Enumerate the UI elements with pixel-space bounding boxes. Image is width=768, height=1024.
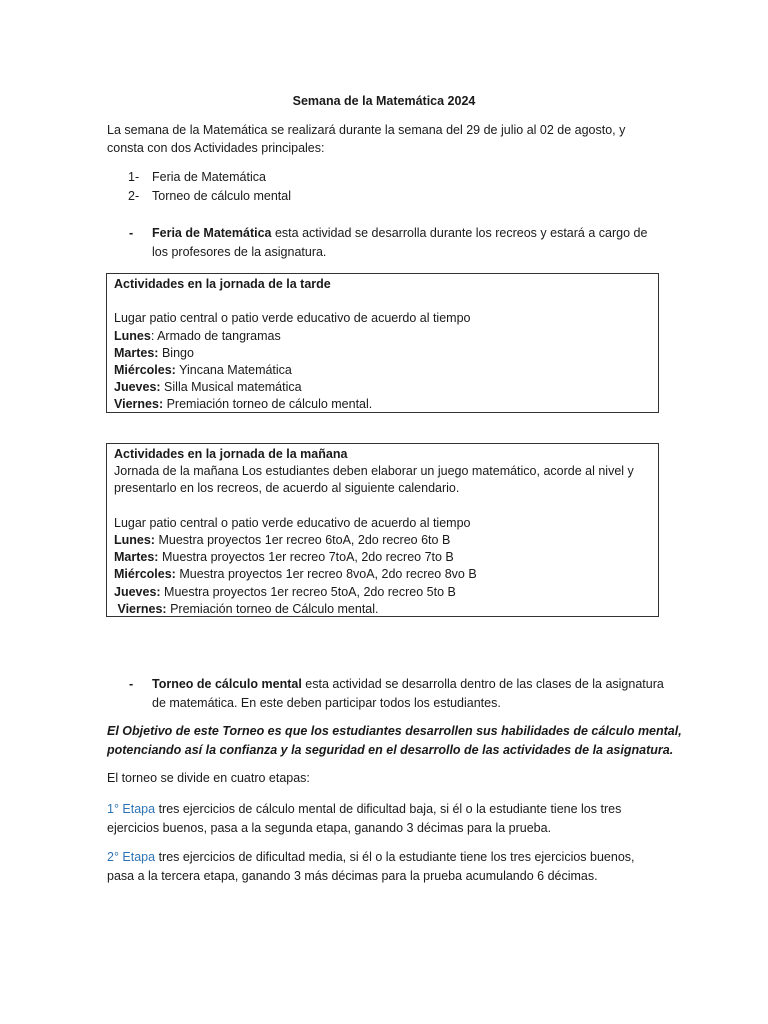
day-activity: Muestra proyectos 1er recreo 7toA, 2do recreo 7to B (161, 550, 454, 565)
manana-day-row (114, 565, 651, 582)
day-label: Lunes: (114, 532, 155, 547)
objetivo-line-1: El Objetivo de este Torneo es que los estudiantes desarrollen sus habilidades de cálculo mental, (107, 724, 682, 738)
etapa-2-label: 2° Etapa (107, 850, 156, 864)
day-activity: Muestra proyectos 1er recreo 5toA, 2do recreo 5to B (164, 584, 456, 599)
blank-line (114, 497, 651, 514)
day-activity: Premiación torneo de Cálculo mental. (170, 601, 379, 616)
tarde-day-row (114, 327, 651, 344)
day-label: Jueves: (114, 380, 161, 395)
intro-line-2: consta con dos Actividades principales: (107, 141, 325, 155)
list-item-1: Feria de Matemática (152, 170, 266, 184)
day-activity: Muestra proyectos 1er recreo 6toA, 2do recreo 6to B (158, 532, 451, 547)
day-activity: Yincana Matemática (179, 362, 292, 377)
manana-day-row (114, 583, 651, 600)
day-label: Miércoles: (114, 567, 176, 582)
day-label: Viernes: (114, 397, 164, 412)
day-label: Martes: (114, 550, 159, 565)
day-label: Miércoles: (114, 362, 176, 377)
day-label: Lunes (114, 328, 151, 343)
day-label: Jueves: (114, 584, 161, 599)
tarde-day-row (114, 361, 651, 378)
manana-day-row (114, 600, 651, 617)
etapa-2-line-1 (107, 848, 687, 866)
manana-desc-line-1: Jornada de la mañana Los estudiantes deben elaborar un juego matemático, acorde al nivel y (114, 464, 634, 479)
day-activity: Bingo (161, 345, 194, 360)
manana-desc-line-2: presentarlo en los recreos, de acuerdo al siguiente calendario. (114, 481, 460, 496)
torneo-paragraph-line-1 (152, 675, 672, 693)
tarde-activities-box (106, 273, 659, 413)
etapa-1-line-2: ejercicios buenos, pasa a la segunda etapa, ganando 3 décimas para la prueba. (107, 821, 552, 835)
torneo-bullet: - (129, 677, 134, 691)
etapa-2-rest: tres ejercicios de dificultad media, si él o la estudiante tiene los tres ejercicios buenos, (155, 850, 635, 864)
etapa-2-line-2: pasa a la tercera etapa, ganando 3 más décimas para la prueba acumulando 6 décimas. (107, 869, 598, 883)
tarde-lugar: Lugar patio central o patio verde educativo de acuerdo al tiempo (114, 311, 471, 326)
etapa-1-rest: tres ejercicios de cálculo mental de dificultad baja, si él o la estudiante tiene los tres (155, 802, 622, 816)
manana-activities-box (106, 443, 659, 617)
feria-paragraph-line-2: los profesores de la asignatura. (152, 245, 327, 259)
manana-day-row (114, 548, 651, 565)
document-title: Semana de la Matemática 2024 (292, 94, 476, 108)
list-number-2: 2- (128, 189, 140, 203)
etapa-1-line-1 (107, 800, 687, 818)
feria-rest: esta actividad se desarrolla durante los recreos y estará a cargo de (271, 226, 648, 240)
feria-paragraph-line-1 (152, 224, 672, 242)
objetivo-line-2: potenciando así la confianza y la seguridad en el desarrollo de las actividades de la asignatura. (107, 743, 674, 757)
tarde-day-row (114, 344, 651, 361)
torneo-paragraph-line-2: de matemática. En este deben participar todos los estudiantes. (152, 696, 501, 710)
day-activity: Armado de tangramas (157, 328, 281, 343)
day-label: Martes: (114, 345, 159, 360)
intro-line-1: La semana de la Matemática se realizará durante la semana del 29 de julio al 02 de agosto, y (107, 123, 626, 137)
day-separator: : (150, 328, 158, 343)
torneo-rest: esta actividad se desarrolla dentro de las clases de la asignatura (301, 677, 664, 691)
day-activity: Muestra proyectos 1er recreo 8voA, 2do recreo 8vo B (179, 567, 477, 582)
tarde-day-row (114, 378, 651, 395)
day-activity: Premiación torneo de cálculo mental. (166, 397, 373, 412)
blank-line (114, 292, 651, 309)
etapa-1-label: 1° Etapa (107, 802, 156, 816)
tarde-day-row (114, 395, 651, 412)
torneo-divide-text: El torneo se divide en cuatro etapas: (107, 771, 310, 785)
list-item-2: Torneo de cálculo mental (152, 189, 291, 203)
torneo-bold: Torneo de cálculo mental (152, 677, 302, 691)
day-label: Viernes: (114, 601, 167, 616)
manana-day-row (114, 531, 651, 548)
feria-bullet: - (129, 226, 134, 240)
tarde-heading: Actividades en la jornada de la tarde (114, 277, 331, 291)
list-number-1: 1- (128, 170, 140, 184)
day-activity: Silla Musical matemática (164, 380, 302, 395)
feria-bold: Feria de Matemática (152, 226, 272, 240)
manana-lugar: Lugar patio central o patio verde educativo de acuerdo al tiempo (114, 515, 471, 530)
manana-heading: Actividades en la jornada de la mañana (114, 447, 348, 461)
